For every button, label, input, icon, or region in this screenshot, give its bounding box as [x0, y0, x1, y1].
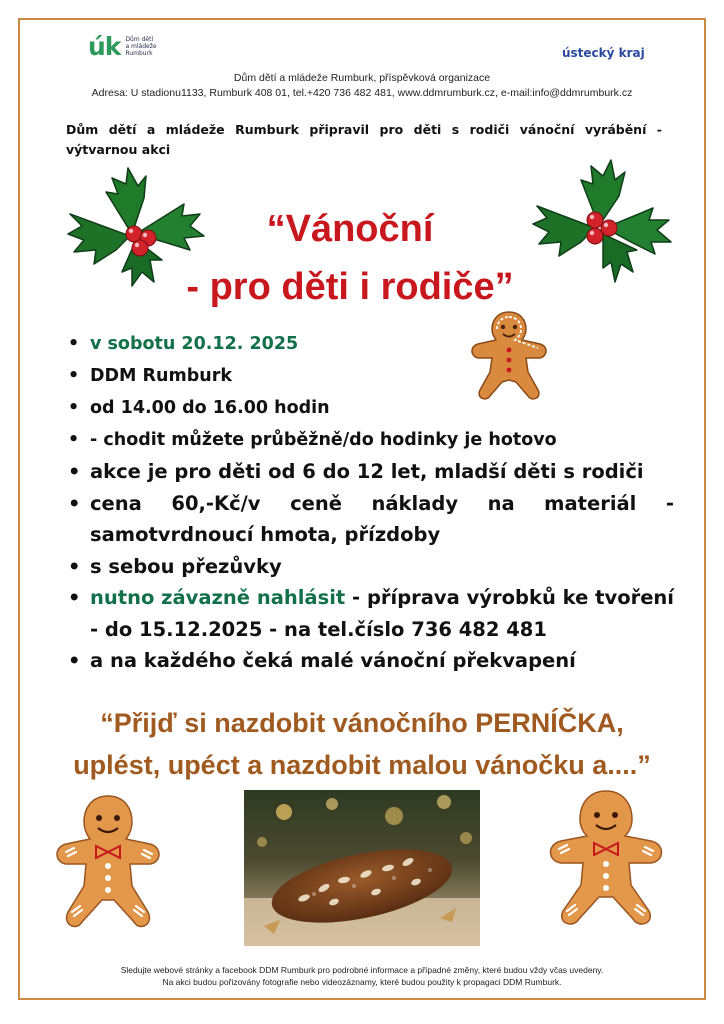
- gingerbread-icon: [52, 794, 164, 932]
- footer-info: Sledujte webové stránky a facebook DDM Rumburk pro podrobné informace a případné změny, které budou vždy včas uvedeny.: [120, 965, 604, 975]
- detail-registration-rest: - příprava výrobků ke tvoření - do 15.12.2025 - na tel.číslo 736 482 481: [90, 586, 674, 641]
- header-address: Adresa: U stadionu1133, Rumburk 408 01, tel.+420 736 482 481, www.ddmrumburk.cz, e-mail:info@ddmrumburk.cz: [91, 87, 633, 99]
- detail-arrival: • - chodit můžete průběžně/do hodinky je hotovo: [66, 424, 674, 456]
- event-title-line2: - pro děti i rodiče”: [186, 266, 514, 308]
- vanocka-bread-photo: [244, 790, 480, 946]
- detail-place: • DDM Rumburk: [66, 360, 674, 392]
- ddm-logo: [88, 34, 157, 59]
- detail-surprise: • a na každého čeká malé vánoční překvapení: [66, 645, 674, 677]
- detail-date: • v sobotu 20.12. 2025: [66, 328, 674, 360]
- event-title-line1: “Vánoční: [266, 208, 434, 250]
- detail-slippers: • s sebou přezůvky: [66, 551, 674, 583]
- intro-text: Dům dětí a mládeže Rumburk připravil pro děti s rodiči vánoční vyrábění - výtvarnou akci: [66, 122, 662, 157]
- slogan-line2: uplést, upéct a nazdobit malou vánočku a....”: [73, 750, 651, 780]
- detail-price: • cena 60,-Kč/v ceně náklady na materiál - samotvrdnoucí hmota, přízdoby: [66, 488, 674, 551]
- detail-registration-highlight: nutno závazně nahlásit: [90, 586, 346, 609]
- header-organization: Dům dětí a mládeže Rumburk, příspěvková organizace: [233, 72, 491, 84]
- event-details: [66, 328, 674, 677]
- gingerbread-icon: [545, 789, 667, 929]
- ddm-logo-text: Dům dětí a mládeže Rumburk: [125, 36, 157, 57]
- slogan-line1: “Přijď si nazdobit vánočního PERNÍČKA,: [100, 708, 624, 738]
- ddm-logo-mark: úk: [88, 32, 121, 61]
- footer-photo-notice: Na akci budou pořizovány fotografie nebo videozáznamy, které budou použity k propagaci DDM Rumburk.: [162, 977, 562, 987]
- ustecky-kraj-logo: ústecký kraj: [562, 46, 645, 60]
- detail-time: • od 14.00 do 16.00 hodin: [66, 392, 674, 424]
- detail-registration: [66, 582, 674, 645]
- detail-age: • akce je pro děti od 6 do 12 let, mladší děti s rodiči: [66, 456, 674, 488]
